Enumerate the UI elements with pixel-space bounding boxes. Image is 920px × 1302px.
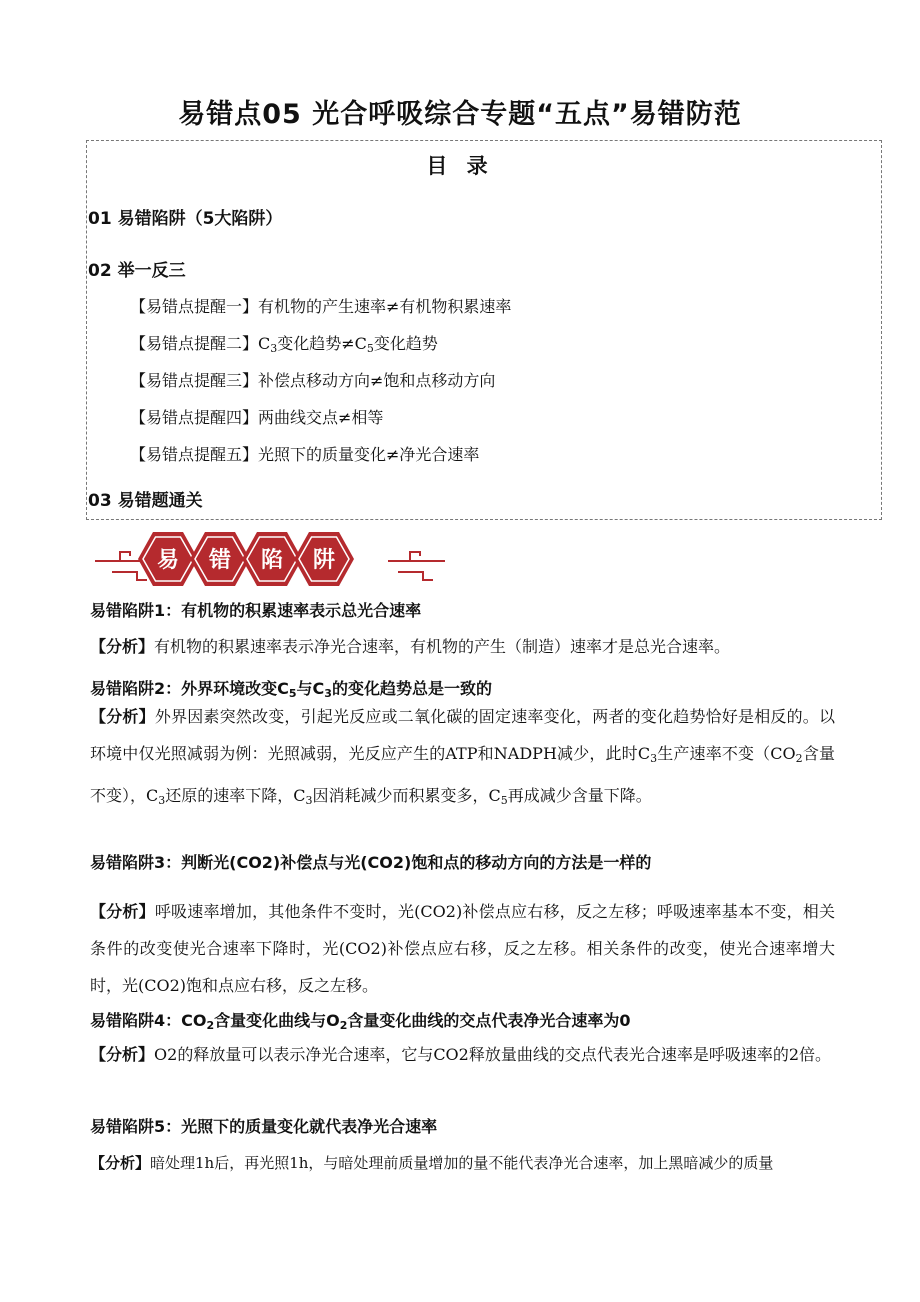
analysis-text: 再成减少含量下降。 [507,786,652,805]
trap-5-analysis [90,1145,835,1182]
subscript: 5 [366,342,374,355]
reminder-text: 补偿点移动方向≠饱和点移动方向 [258,371,496,390]
analysis-text: 还原的速率下降，C [165,786,306,805]
toc-section-3: 03 易错题通关 [88,491,203,511]
banner-ornament-right [388,552,445,580]
reminder-text: 变化趋势≠C [277,334,367,353]
banner-char: 错 [208,548,232,573]
analysis-text: 因消耗减少而积累变多，C [312,786,501,805]
heading-text: 易错陷阱2：外界环境改变C [90,679,289,698]
analysis-text: 呼吸速率增加，其他条件不变时，光(CO2)补偿点应右移，反之左移；呼吸速率基本不变，相关条件的改变使光合速率下降时，光(CO2)补偿点应右移，反之左移。相关条件的改变，使光合速率增大时，光(CO2)饱和点应右移，反之左移。 [90,902,835,995]
toc-section-1: 01 易错陷阱（5大陷阱） [88,209,283,229]
reminder-text: 两曲线交点≠相等 [258,408,384,427]
analysis-tag: 【分析】 [90,1045,155,1064]
reminder-tag: 【易错点提醒一】 [130,297,259,316]
toc-reminder-4 [130,405,383,428]
heading-text: 含量变化曲线与O [214,1011,340,1030]
toc-heading: 目 录 [426,154,494,178]
subscript: 2 [795,752,803,765]
trap-3-heading: 易错陷阱3：判断光(CO2)补偿点与光(CO2)饱和点的移动方向的方法是一样的 [90,853,652,872]
reminder-tag: 【易错点提醒五】 [130,445,259,464]
toc-section-2: 02 举一反三 [88,261,186,281]
toc-reminder-3 [130,368,495,391]
analysis-text: O2的释放量可以表示净光合速率，它与CO2释放量曲线的交点代表光合速率是呼吸速率的2倍。 [154,1045,832,1064]
analysis-text: 生产速率不变（CO [657,744,796,763]
banner-char: 阱 [312,548,336,573]
analysis-tag: 【分析】 [90,637,155,656]
heading-text: 的变化趋势总是一致的 [331,679,492,698]
analysis-tag: 【分析】 [90,707,155,726]
reminder-tag: 【易错点提醒四】 [130,408,259,427]
subscript: 5 [288,687,297,700]
trap-1-analysis [90,628,835,665]
toc-reminder-2 [130,331,438,355]
reminder-text: C [258,334,271,353]
subscript: 3 [158,794,166,807]
analysis-text: 暗处理1h后，再光照1h，与暗处理前质量增加的量不能代表净光合速率，加上黑暗减少的质量 [150,1154,774,1172]
trap-3-analysis [90,893,835,1004]
analysis-text: 有机物的积累速率表示净光合速率，有机物的产生（制造）速率才是总光合速率。 [154,637,731,656]
reminder-text: 变化趋势 [373,334,438,353]
trap-5-heading: 易错陷阱5：光照下的质量变化就代表净光合速率 [90,1117,438,1136]
heading-text: 与C [296,679,325,698]
trap-4-heading [90,1008,631,1032]
analysis-text: 含量不变），C [90,744,835,805]
subscript: 3 [324,687,332,700]
reminder-tag: 【易错点提醒三】 [130,371,259,390]
analysis-tag: 【分析】 [90,1154,151,1172]
subscript: 3 [305,794,313,807]
subscript: 2 [339,1019,348,1032]
trap-4-analysis [90,1036,835,1073]
trap-banner [90,528,450,590]
page-title: 易错点05 光合呼吸综合专题“五点”易错防范 [178,99,742,130]
heading-text: 易错陷阱4：CO [90,1011,207,1030]
analysis-text: 外界因素突然改变，引起光反应或二氧化碳的固定速率变化，两者的变化趋势恰好是相反的。以环境中仅光照减弱为例：光照减弱，光反应产生的ATP和NADPH减少，此时C [90,707,835,763]
subscript: 3 [270,342,278,355]
trap-2-heading [90,676,492,700]
reminder-text: 光照下的质量变化≠净光合速率 [258,445,480,464]
toc-reminder-1 [130,294,511,317]
subscript: 2 [206,1019,215,1032]
trap-2-analysis [90,698,835,819]
trap-1-heading: 易错陷阱1：有机物的积累速率表示总光合速率 [90,601,422,620]
subscript: 5 [500,794,508,807]
reminder-text: 有机物的产生速率≠有机物积累速率 [258,297,512,316]
banner-char: 陷 [260,548,284,573]
analysis-tag: 【分析】 [90,902,155,921]
heading-text: 含量变化曲线的交点代表净光合速率为0 [347,1011,631,1030]
banner-char: 易 [156,548,180,573]
reminder-tag: 【易错点提醒二】 [130,334,259,353]
toc-reminder-5 [130,442,479,465]
subscript: 3 [650,752,658,765]
